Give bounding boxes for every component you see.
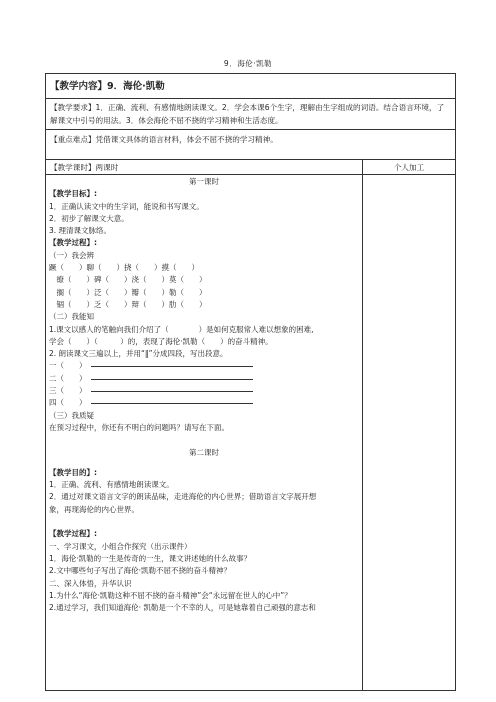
content-row [46, 74, 455, 99]
paragraph-label: 二（ ） [49, 373, 87, 383]
lesson1-goal: 3. 理清课文脉络。 [49, 226, 112, 236]
lesson2-goal: 象，再现海伦的内心世界。 [49, 504, 139, 514]
paragraph-line [49, 397, 359, 409]
lesson1-heading: 第一课时 [189, 177, 219, 186]
process-step: 二、深入体悟，升华认识 [49, 578, 132, 588]
answer-blank[interactable] [91, 378, 253, 380]
personal-label: 个人加工 [393, 163, 425, 172]
paragraph-label: 三（ ） [49, 386, 87, 396]
paragraph-line [49, 360, 359, 372]
answer-blank[interactable] [91, 390, 253, 392]
question-text: 1.课文以感人的笔触向我们介绍了（ ）是如何克服常人难以想象的困难, [49, 324, 314, 334]
lesson2-goal: 1．正确、流利、有感情地朗读课文。 [49, 480, 174, 490]
question-text: 2. 朗读课文三遍以上，并用“‖”分成四段，写出段意。 [49, 349, 228, 359]
process-step: 1．海伦·凯勒的一生是传奇的一生，课文讲述她的什么故事？ [49, 553, 252, 563]
lesson2-goals-label: 【教学目的】: [49, 467, 97, 477]
lesson-content-cell [46, 175, 363, 690]
paragraph-line [49, 385, 359, 397]
paragraph-label: 一（ ） [49, 361, 87, 371]
key-points-row [46, 130, 455, 160]
process-step: 2.文中哪些句子写出了海伦·凯勒不屈不挠的奋斗精神？ [49, 566, 232, 576]
process-step: 2.通过学习，我们知道海伦· 凯勒是一个不幸的人，可是她靠着自己顽强的意志和 [49, 603, 316, 613]
paragraph-line [49, 373, 359, 385]
answer-blank[interactable] [91, 402, 253, 404]
key-points-text: 【重点难点】凭借课文具体的语言材料，体会不屈不挠的学习精神。 [50, 135, 278, 144]
char-row: 蹶（ ）聊（ ）挠（ ）摸（ ） [49, 263, 199, 273]
lesson1-goal: 2．初步了解课文大意。 [49, 213, 129, 223]
lesson-plan-table [45, 73, 456, 691]
period-label: 【教学课时】两课时 [46, 160, 363, 174]
personal-notes-cell [363, 175, 455, 690]
answer-blank[interactable] [91, 365, 253, 367]
requirements-text: 【教学要求】1．正确、流利、有感情地朗读课文。2．学会本课6个生字，理解由生字组成的词语。结合语言环境，了解课文中引号的用法。3．体会海伦不屈不挠的学习精神和生活态度。 [50, 103, 445, 125]
period-row [46, 160, 455, 175]
lesson1-goal: 1．正确认读文中的生字词，能说和书写课文。 [49, 201, 204, 211]
char-row: 锢（ ）乏（ ）辩（ ）肋（ ） [49, 299, 207, 309]
question-text: 学会（ ）（ ）的，表现了海伦·凯勒（ ）的奋斗精神。 [49, 336, 273, 346]
lesson2-heading: 第二课时 [189, 447, 219, 457]
paragraph-label: 四（ ） [49, 398, 87, 408]
spacer [49, 459, 359, 467]
lesson-body-row [46, 175, 455, 690]
question-text: 在预习过程中，你还有不明白的问题吗？请写在下面。 [49, 422, 229, 432]
spacer [49, 516, 359, 528]
lesson1-goals-label: 【教学目标】: [49, 189, 97, 199]
section-label: （三）我质疑 [49, 410, 94, 420]
document-header: 9．海伦·凯勒 [223, 59, 273, 68]
lesson1-process-label: 【教学过程】: [49, 238, 97, 248]
spacer [49, 434, 359, 446]
lesson2-process-label: 【教学过程】: [49, 529, 97, 539]
char-row: 缭（ ）碑（ ）浇（ ）莫（ ） [49, 275, 207, 285]
lesson2-goal: 2．通过对课文语言文字的朗读品味，走进海伦的内心世界；借助语言文字展开想 [49, 492, 317, 502]
section-label: （一）我会辨 [49, 250, 94, 260]
char-row: 搁（ ）泛（ ）瓣（ ）勒（ ） [49, 287, 207, 297]
process-step: 一、学习课文，小组合作探究（出示课件） [49, 541, 192, 551]
section-label: （二）我能知 [49, 312, 94, 322]
requirements-row [46, 99, 455, 130]
process-step: 1.为什么“海伦·凯勒这种不屈不挠的奋斗精神”会“永远留在世人的心中”？ [49, 590, 292, 600]
content-label: 【教学内容】9．海伦·凯勒 [50, 81, 165, 92]
